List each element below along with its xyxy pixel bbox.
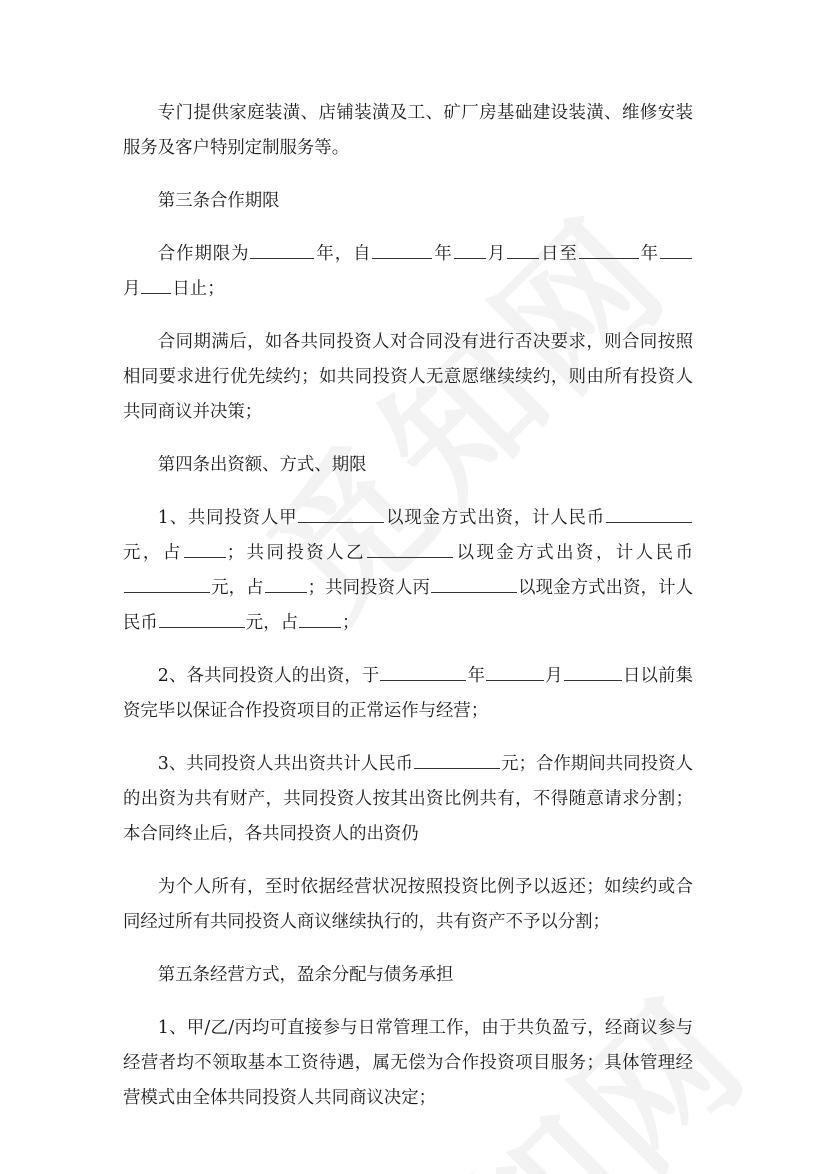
text-segment: 以现金方式出资，计人民币 (123, 578, 693, 633)
text-segment: 日以前集资完毕以保证合作投资项目的正常运作与经营； (123, 666, 693, 721)
blank-field[interactable] (298, 504, 384, 523)
text-segment: 月 (545, 666, 563, 686)
text-segment: 月 (123, 279, 141, 299)
paragraph-term (123, 237, 693, 307)
text-segment: 日至 (540, 244, 578, 264)
heading-article-5: 第五条经营方式，盈余分配与债务承担 (157, 965, 454, 985)
heading-article-4: 第四条出资额、方式、期限 (157, 455, 367, 475)
text-segment: ；共同投资人丙 (307, 578, 431, 598)
text-segment: 元，占 (211, 578, 264, 598)
blank-field[interactable] (299, 609, 341, 628)
blank-field[interactable] (124, 574, 210, 593)
blank-field[interactable] (414, 750, 500, 769)
blank-field[interactable] (367, 539, 453, 558)
blank-field[interactable] (380, 662, 466, 681)
text-segment: 年，自 (315, 244, 372, 264)
text-segment: 3、共同投资人共出资共计人民币 (157, 754, 414, 774)
blank-field[interactable] (579, 240, 639, 259)
text-segment: ；共同投资人乙 (226, 543, 367, 563)
paragraph-renewal: 合同期满后，如各共同投资人对合同没有进行否决要求，则合同按照相同要求进行优先续约；如共同投资人无意愿继续续约，则由所有投资人共同商议并决策； (123, 332, 693, 422)
blank-field[interactable] (184, 539, 226, 558)
heading-article-3: 第三条合作期限 (157, 191, 280, 211)
text-segment: ； (341, 613, 360, 633)
blank-field[interactable] (250, 240, 314, 259)
text-segment: 元，占 (123, 543, 183, 563)
paragraph-contribution-3 (123, 747, 693, 852)
blank-field[interactable] (454, 240, 486, 259)
text-segment: 日止； (172, 279, 225, 299)
text-segment: 年 (639, 244, 659, 264)
text-segment: 元；合作期间共同投资人的出资为共有财产，共同投资人按其出资比例共有，不得随意请求分割；本合同终止后，各共同投资人的出资仍 (123, 754, 693, 844)
paragraph-contribution-2 (123, 659, 693, 729)
text-segment: 元，占 (245, 613, 298, 633)
text-segment: 1、共同投资人甲 (157, 508, 298, 528)
blank-field[interactable] (265, 574, 307, 593)
blank-field[interactable] (159, 609, 245, 628)
blank-field[interactable] (507, 240, 539, 259)
blank-field[interactable] (431, 574, 517, 593)
text-segment: 2、各共同投资人的出资，于 (157, 666, 380, 686)
text-segment: 合作期限为 (157, 244, 250, 264)
paragraph-contribution-1 (123, 501, 693, 641)
blank-field[interactable] (564, 662, 622, 681)
paragraph-management: 1、甲/乙/丙均可直接参与日常管理工作，由于共负盈亏，经商议参与经营者均不领取基本工资待遇，属无偿为合作投资项目服务；具体管理经营模式由全体共同投资人共同商议决定； (123, 1018, 693, 1108)
text-segment: 年 (467, 666, 486, 686)
blank-field[interactable] (660, 240, 692, 259)
blank-field[interactable] (141, 275, 171, 294)
text-segment: 以现金方式出资，计人民币 (454, 543, 693, 563)
text-segment: 月 (486, 244, 507, 264)
blank-field[interactable] (372, 240, 432, 259)
document-page (123, 96, 693, 1134)
text-segment: 以现金方式出资，计人民币 (385, 508, 605, 528)
blank-field[interactable] (606, 504, 692, 523)
paragraph-services: 专门提供家庭装潢、店铺装潢及工、矿厂房基础建设装潢、维修安装服务及客户特别定制服务等。 (123, 103, 693, 158)
blank-field[interactable] (486, 662, 544, 681)
text-segment: 年 (433, 244, 453, 264)
paragraph-ownership: 为个人所有，至时依据经营状况按照投资比例予以返还；如续约或合同经过所有共同投资人商议继续执行的，共有资产不予以分割； (123, 877, 693, 932)
